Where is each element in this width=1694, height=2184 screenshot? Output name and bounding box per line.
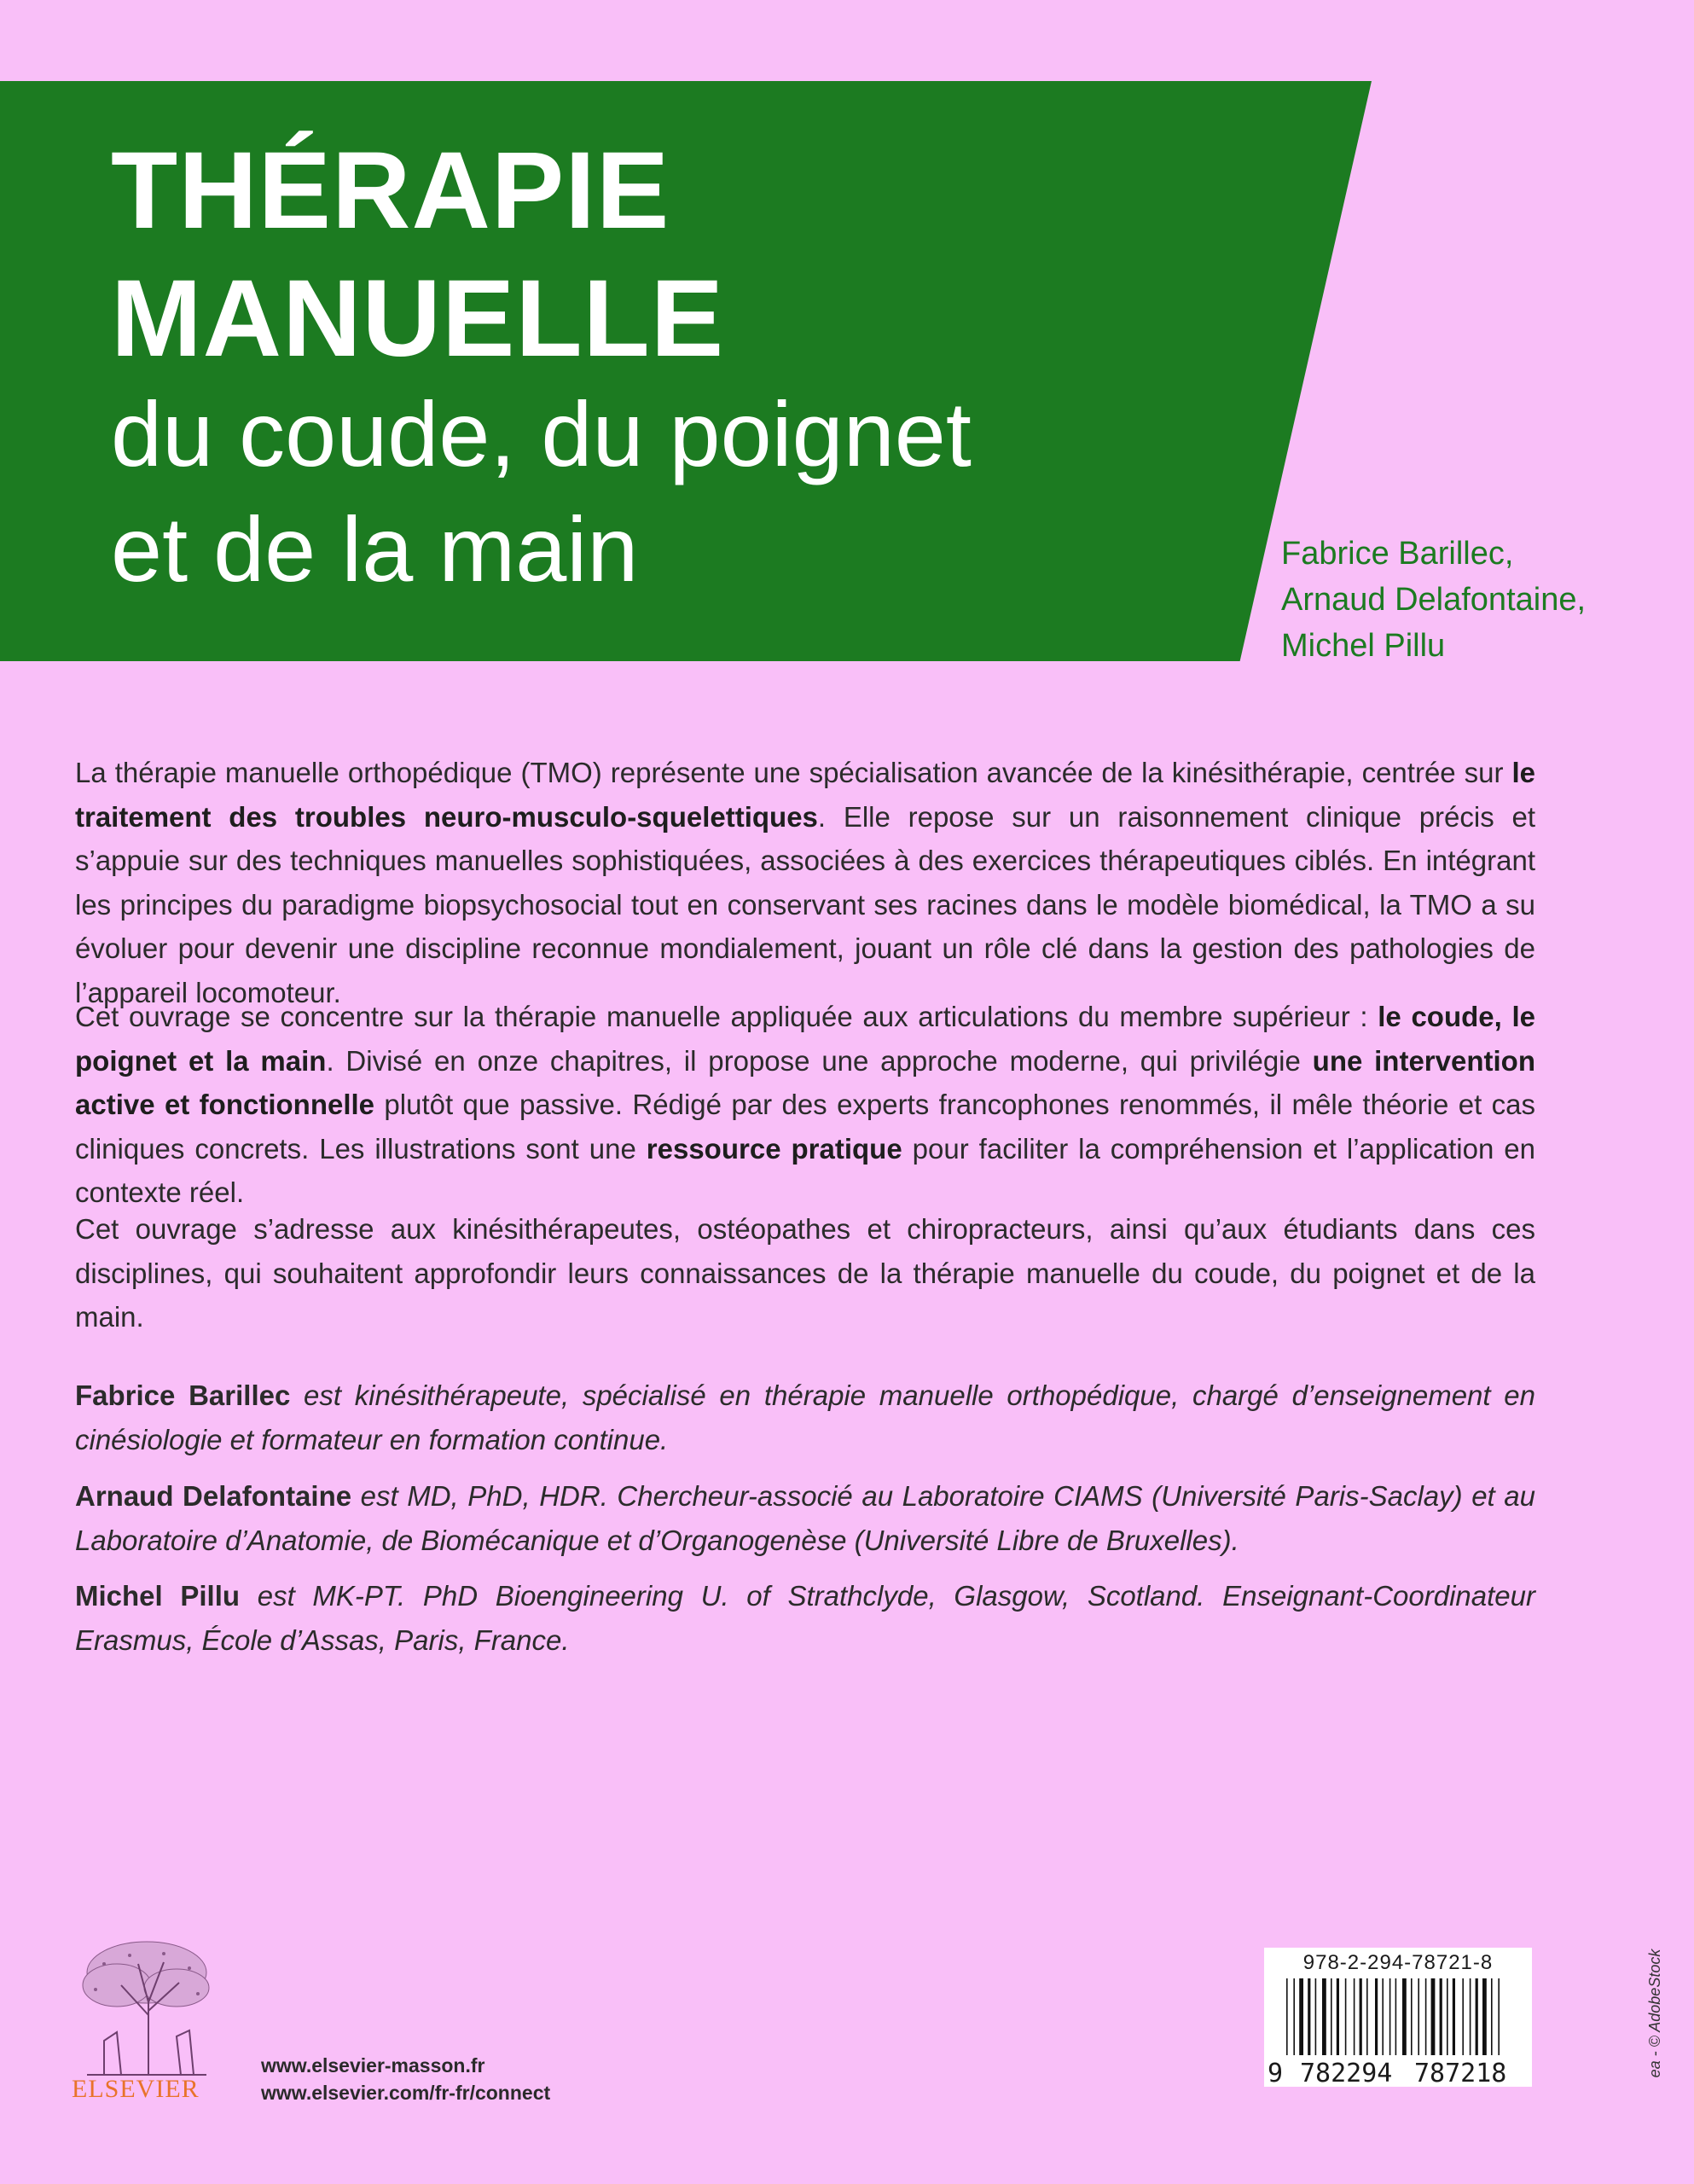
text-run: Cet ouvrage se concentre sur la thérapie manuelle appliquée aux articulations du membre supérieur : <box>75 1001 1378 1032</box>
barcode-bar <box>1395 1978 1397 2055</box>
barcode-bar <box>1322 1978 1326 2055</box>
barcode-bar <box>1431 1978 1436 2055</box>
url-elsevier-masson[interactable]: www.elsevier-masson.fr <box>261 2054 485 2077</box>
bold-text-run: ressource pratique <box>646 1132 902 1165</box>
title-line-1: THÉRAPIE <box>111 130 670 252</box>
barcode-digits-left: 782294 <box>1300 2059 1393 2088</box>
barcode-bar <box>1315 1978 1317 2055</box>
bio-delafontaine <box>75 1474 1535 1563</box>
barcode-bar <box>1360 1978 1362 2055</box>
description-paragraph-1 <box>75 751 1535 1014</box>
barcode-icon <box>1274 1978 1522 2064</box>
barcode-bar <box>1293 1978 1295 2055</box>
bio-text: est MK-PT. PhD Bioengineering U. of Strathclyde, Glasgow, Scotland. Enseignant-Coordinateur Erasmus, École d’Assas, Paris, France. <box>75 1580 1535 1656</box>
barcode-bar <box>1482 1978 1487 2055</box>
title-line-2: MANUELLE <box>111 258 725 380</box>
barcode-bar <box>1337 1978 1339 2055</box>
bold-text-run: le coude, le poignet et la main <box>75 1001 1535 1077</box>
elsevier-logo-text: ELSEVIER <box>72 2075 200 2103</box>
barcode-bar <box>1402 1978 1407 2055</box>
bio-name: Arnaud Delafontaine <box>75 1480 352 1512</box>
bold-text-run: une intervention active et fonctionnelle <box>75 1044 1535 1120</box>
bio-name: Fabrice Barillec <box>75 1380 291 1411</box>
barcode-digit-first: 9 <box>1268 2059 1284 2088</box>
bio-pillu <box>75 1574 1535 1663</box>
barcode-digits-right: 787218 <box>1414 2059 1507 2088</box>
cover-author: Fabrice Barillec, <box>1281 536 1514 572</box>
cover-author: Michel Pillu <box>1281 628 1446 664</box>
barcode-bar <box>1375 1978 1378 2055</box>
cover-authors <box>1281 531 1586 669</box>
subtitle-line-1: du coude, du poignet <box>111 382 972 485</box>
barcode-bar <box>1440 1978 1442 2055</box>
barcode-bar <box>1418 1978 1419 2055</box>
barcode-bar <box>1354 1978 1355 2055</box>
text-run: La thérapie manuelle orthopédique (TMO) représente une spécialisation avancée de la kinésithérapie, centrée sur <box>75 757 1512 788</box>
barcode-bar <box>1345 1978 1347 2055</box>
barcode-bar <box>1382 1978 1384 2055</box>
url-elsevier-connect[interactable]: www.elsevier.com/fr-fr/connect <box>261 2082 551 2104</box>
text-run: pour faciliter la compréhension et l’application en contexte réel. <box>75 1132 1536 1208</box>
barcode-box <box>1264 1948 1532 2087</box>
bio-text: est kinésithérapeute, spécialisé en thérapie manuelle orthopédique, chargé d’enseignement en cinésiologie et formateur en formation continue. <box>75 1380 1535 1455</box>
cover-author: Arnaud Delafontaine, <box>1281 582 1587 618</box>
barcode-bar <box>1462 1978 1464 2055</box>
isbn-text: 978-2-294-78721-8 <box>1302 1951 1494 1974</box>
barcode-bar <box>1498 1978 1500 2055</box>
bold-text-run: le traitement des troubles neuro-musculo-squelettiques <box>75 757 1535 833</box>
text-run: . Divisé en onze chapitres, il propose une approche moderne, qui privilégie <box>326 1044 1313 1077</box>
barcode-bar <box>1447 1978 1448 2055</box>
barcode-bar <box>1425 1978 1427 2055</box>
barcode-bar <box>1411 1978 1413 2055</box>
barcode-bar <box>1366 1978 1368 2055</box>
barcode-bar <box>1491 1978 1493 2055</box>
text-run: . Elle repose sur un raisonnement clinique précis et s’appuie sur des techniques manuelles sophistiquées, associées à des exercices thérapeutiques ciblés. En intégrant les principes du paradigme biopsychosocial tout en conservant ses racines dans le modèle biomédical, la TMO a su évoluer pour devenir une discipline reconnue mondialement, jouant un rôle clé dans la gestion des pathologies de l’appareil locomoteur. <box>75 800 1535 1008</box>
barcode-bar <box>1331 1978 1332 2055</box>
barcode-bar <box>1470 1978 1471 2055</box>
subtitle-line-2: et de la main <box>111 497 639 601</box>
bio-text: est MD, PhD, HDR. Chercheur-associé au Laboratoire CIAMS (Université Paris-Saclay) et au Laboratoire d’Anatomie, de Biomécanique et d’Organogenèse (Université Libre de Bruxelles). <box>75 1480 1535 1556</box>
barcode-bar <box>1453 1978 1455 2055</box>
elsevier-tree-logo-icon <box>70 1938 215 2077</box>
bio-name: Michel Pillu <box>75 1580 241 1612</box>
description-paragraph-2 <box>75 995 1535 1215</box>
photo-credit: ea - © AdobeStock <box>1646 1949 1663 2078</box>
description-paragraph-3 <box>75 1207 1535 1339</box>
barcode-bar <box>1286 1978 1288 2055</box>
paragraph-text: Cet ouvrage s’adresse aux kinésithérapeutes, ostéopathes et chiropracteurs, ainsi qu’aux étudiants dans ces disciplines, qui souhaitent approfondir leurs connaissances de la thérapie manuelle du coude, du poignet et de la main. <box>75 1213 1535 1333</box>
barcode-bar <box>1389 1978 1391 2055</box>
bio-barillec <box>75 1374 1535 1462</box>
text-run: plutôt que passive. Rédigé par des experts francophones renommés, il mêle théorie et cas cliniques concrets. Les illustrations sont une <box>75 1089 1535 1165</box>
barcode-bar <box>1299 1978 1303 2055</box>
barcode-bar <box>1308 1978 1310 2055</box>
barcode-bar <box>1476 1978 1478 2055</box>
